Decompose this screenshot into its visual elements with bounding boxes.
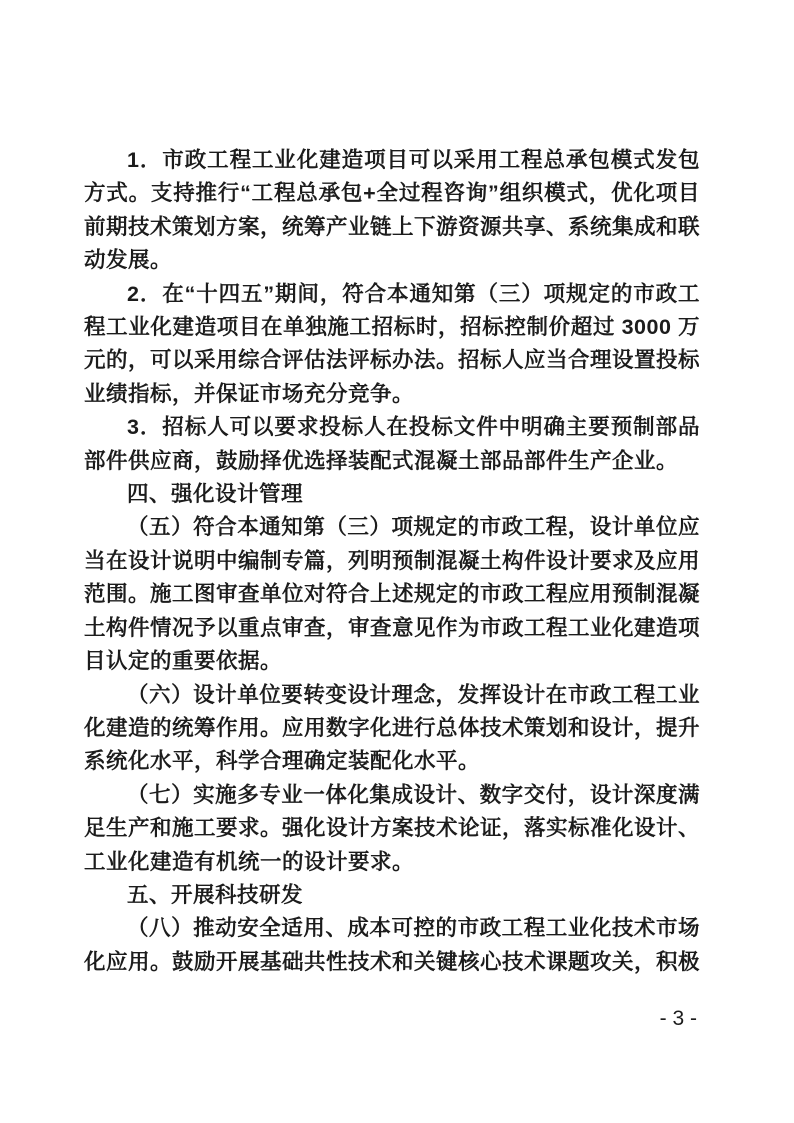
document-body	[84, 144, 700, 979]
paragraph: （八）推动安全适用、成本可控的市政工程工业化技术市场化应用。鼓励开展基础共性技术和关键核心技术课题攻关，积极	[84, 916, 701, 974]
section-heading: 四、强化设计管理	[127, 482, 304, 507]
paragraph: 3．招标人可以要求投标人在投标文件中明确主要预制部品部件供应商，鼓励择优选择装配式混凝土部品部件生产企业。	[84, 415, 700, 473]
page-number: - 3 -	[659, 1007, 697, 1030]
paragraph: 1．市政工程工业化建造项目可以采用工程总承包模式发包方式。支持推行“工程总承包+全过程咨询”组织模式，优化项目前期技术策划方案，统筹产业链上下游资源共享、系统集成和联动发展。	[84, 148, 701, 273]
section-heading: 五、开展科技研发	[127, 882, 304, 907]
paragraph: （六）设计单位要转变设计理念，发挥设计在市政工程工业化建造的统筹作用。应用数字化进行总体技术策划和设计，提升系统化水平，科学合理确定装配化水平。	[84, 682, 701, 774]
paragraph: 2．在“十四五”期间，符合本通知第（三）项规定的市政工程工业化建造项目在单独施工招标时，招标控制价超过 3000 万元的，可以采用综合评估法评标办法。招标人应当合理设置投标业绩指标，并保证市场充分竞争。	[84, 281, 701, 406]
paragraph: （七）实施多专业一体化集成设计、数字交付，设计深度满足生产和施工要求。强化设计方案技术论证，落实标准化设计、工业化建造有机统一的设计要求。	[84, 782, 701, 874]
paragraph: （五）符合本通知第（三）项规定的市政工程，设计单位应当在设计说明中编制专篇，列明预制混凝土构件设计要求及应用范围。施工图审查单位对符合上述规定的市政工程应用预制混凝土构件情况予以重点审查，审查意见作为市政工程工业化建造项目认定的重要依据。	[84, 515, 701, 674]
